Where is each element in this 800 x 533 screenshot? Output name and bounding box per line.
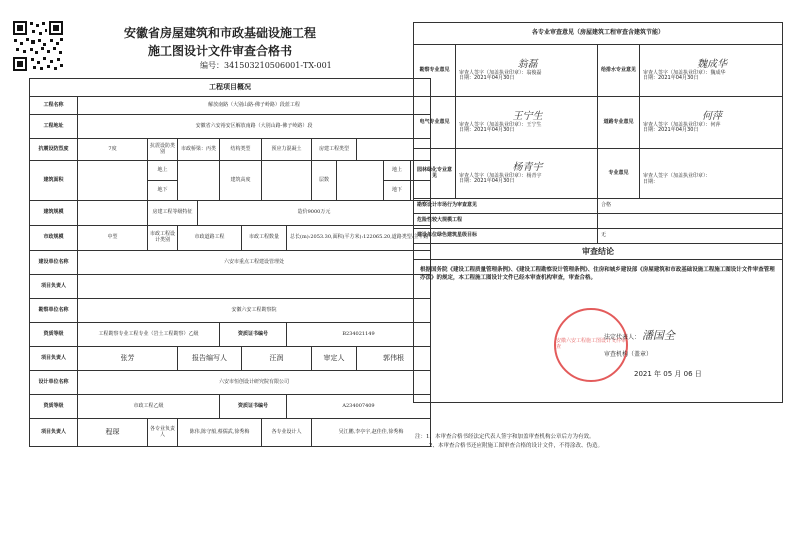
design-head: 程琛 <box>78 419 148 447</box>
scale-label: 建筑规模 <box>30 201 78 226</box>
design-designers: 吴江鹏,李亭宇,赵佳佳,徐秀梅 <box>312 419 431 447</box>
survey-date: 日期：2021年04月30日 <box>459 75 515 82</box>
document-title: 安徽省房屋建筑和市政基础设施工程 <box>123 26 316 40</box>
road-date: 日期：2021年04月30日 <box>643 127 699 134</box>
design-designers-label: 各专业设计人 <box>262 419 312 447</box>
market-value: 合格 <box>598 199 783 214</box>
survey-grade: 工程勘察专业工程专业（岩土工程勘察）乙级 <box>78 323 220 347</box>
org-seal-label: 审查机构（盖章） <box>604 351 653 358</box>
green-signature: 杨青宇 <box>512 162 543 173</box>
structure-label: 结构类型 <box>220 139 262 161</box>
review-opinions-table <box>413 22 783 403</box>
conclusion-title: 审查结论 <box>414 244 783 260</box>
survey-opinion-label: 勘察专业意见 <box>414 45 456 97</box>
drain-signature: 魏成华 <box>697 59 727 70</box>
drain-opinion-label: 给排水专业意见 <box>598 45 640 97</box>
project-overview-table <box>29 78 431 447</box>
municipal-count-label: 市政工程数量 <box>242 226 287 251</box>
project-address: 安徽省六安裕安区解放南路（大别山路-佛子岭路）段 <box>78 115 431 139</box>
legal-rep-signature: 潘国全 <box>641 329 675 342</box>
conclusion-date: 2021 年 05 月 06 日 <box>634 370 702 378</box>
green-target-label: 建设单位绿色建筑星级目标 <box>414 229 598 244</box>
builder-name: 六安市重点工程建设管理处 <box>78 251 431 275</box>
municipal-class: 市政道路工程 <box>178 226 242 251</box>
area-label: 建筑面积 <box>30 161 78 201</box>
report-author: 汪润 <box>242 347 312 371</box>
municipal-count: 总长(m):2053.30,面积(平方米):122065.20,道路类型:主干路 <box>287 226 431 251</box>
road-signer: 审查人签字（加盖执业印章）：何萍 <box>643 121 721 128</box>
legal-rep <box>604 330 675 343</box>
builder-label: 建设单位名称 <box>30 251 78 275</box>
design-leads: 陈伟,陈守船,蔡儒武,徐秀梅 <box>178 419 262 447</box>
legal-rep-label: 法定代表人： <box>604 334 641 341</box>
seismic-value: 7度 <box>78 139 148 161</box>
elec-signature: 王宁生 <box>512 111 543 122</box>
reviewer-name: 郭伟根 <box>357 347 431 371</box>
report-author-label: 报告编写人 <box>178 347 242 371</box>
number-label: 编号： <box>200 61 224 70</box>
document-number <box>200 60 332 71</box>
seismic-label: 抗震设防烈度 <box>30 139 78 161</box>
design-grade-label: 资质等级 <box>30 395 78 419</box>
elec-signer: 审查人签字（加盖执业印章）：王宁生 <box>459 121 542 128</box>
survey-signature: 翁磊 <box>517 59 538 70</box>
floors-below: 地下 <box>384 181 411 201</box>
market-label: 勘察设计市场行为审查意见 <box>414 199 598 214</box>
number-value: 341503210506001-TX-001 <box>224 61 332 70</box>
generic-date: 日期： <box>643 178 659 185</box>
design-cert-no: A234007409 <box>287 395 431 419</box>
project-name: 解放南路（大别山路-佛子岭路）段蓝工程 <box>78 97 431 115</box>
survey-signer: 审查人签字（加盖执业印章）：翁俊磊 <box>459 69 542 76</box>
design-leads-label: 各专业负责人 <box>148 419 178 447</box>
overview-title: 工程项目概况 <box>30 79 431 97</box>
address-label: 工程地址 <box>30 115 78 139</box>
qr-code <box>12 20 64 72</box>
height-label: 建筑高度 <box>220 161 262 201</box>
drain-signer: 审查人签字（加盖执业印章）：魏成华 <box>643 69 726 76</box>
design-head-label: 项目负责人 <box>30 419 78 447</box>
note-2: 2、本审查合格书还应附施工图审查合格的设计文件，不得涂改、伪造。 <box>429 442 604 449</box>
survey-head-label: 项目负责人 <box>30 347 78 371</box>
reviewer-label: 审定人 <box>312 347 357 371</box>
structure-value: 预应力混凝土 <box>262 139 312 161</box>
generic-signer: 审查人签字（加盖执业印章）： <box>643 172 711 179</box>
drain-date: 日期：2021年04月30日 <box>643 75 699 82</box>
municipal-size: 中型 <box>78 226 148 251</box>
note-1: 注：1、本审查合格书经法定代表人签字和加盖审查机构公章后方为有效。 <box>415 434 595 440</box>
review-title: 各专业审查意见（房屋建筑工程审查含建筑节能） <box>414 23 783 45</box>
municipal-label: 市政规模 <box>30 226 78 251</box>
design-name: 六安市恒创设计研究院有限公司 <box>78 371 431 395</box>
building-type-label: 房建工程类型 <box>312 139 357 161</box>
seismic-category-label: 抗震设防类别 <box>148 139 178 161</box>
design-label: 设计单位名称 <box>30 371 78 395</box>
project-name-label: 工程名称 <box>30 97 78 115</box>
road-signature: 何萍 <box>702 111 722 122</box>
area-below: 地下 <box>148 181 178 201</box>
survey-grade-label: 资质等级 <box>30 323 78 347</box>
scale-feature-label: 房建工程等级特征 <box>148 201 198 226</box>
road-opinion-label: 道路专业意见 <box>598 97 640 149</box>
survey-label: 勘察单位名称 <box>30 299 78 323</box>
floors-above: 地上 <box>384 161 411 181</box>
survey-cert-label: 资质证书编号 <box>220 323 287 347</box>
green-signer: 审查人签字（加盖执业印章）：杨青宇 <box>459 172 542 179</box>
green-target-value: 无 <box>598 229 783 244</box>
builder-head-label: 项目负责人 <box>30 275 78 299</box>
danger-label: 危险性较大规模工程 <box>414 214 598 229</box>
review-stamp <box>554 308 628 382</box>
seismic-category: 市政桥梁：丙类 <box>178 139 220 161</box>
floors-label: 层数 <box>312 161 337 201</box>
design-grade: 市政工程乙级 <box>78 395 220 419</box>
document-subtitle: 施工图设计文件审查合格书 <box>147 44 292 58</box>
area-above: 地上 <box>148 161 178 181</box>
green-opinion-label: 园林绿化专业意见 <box>414 149 456 199</box>
municipal-class-label: 市政工程设计类别 <box>148 226 178 251</box>
green-date: 日期：2021年04月30日 <box>459 178 515 185</box>
generic-opinion-label: 专业意见 <box>598 149 640 199</box>
survey-head: 张芳 <box>78 347 178 371</box>
elec-opinion-label: 电气专业意见 <box>414 97 456 149</box>
conclusion-text: 根据国务院《建设工程质量管理条例》、《建设工程勘察设计管理条例》、住房和城乡建设部《房屋建筑和市政基础设施工程施工图设计文件审查管理办法》的规定，本工程施工图设计文件已经本审查机构审查，审查合格。 <box>420 267 775 282</box>
notes <box>415 433 785 451</box>
stamp-text: 安徽六安工程施工图设计文件审查 <box>556 338 627 350</box>
scale-value: 造价9000万元 <box>198 201 431 226</box>
design-cert-label: 资质证书编号 <box>220 395 287 419</box>
survey-cert-no: B234021149 <box>287 323 431 347</box>
survey-name: 安徽六安工程勘察院 <box>78 299 431 323</box>
elec-date: 日期：2021年04月30日 <box>459 127 515 134</box>
